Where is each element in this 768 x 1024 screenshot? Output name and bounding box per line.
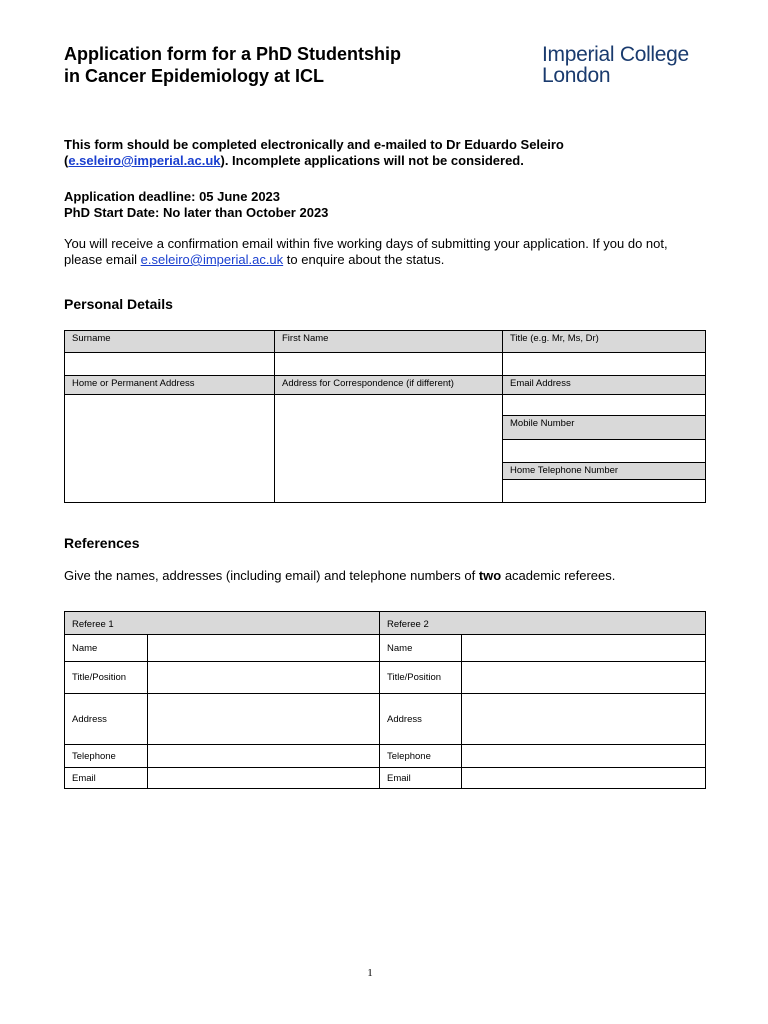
instructions-emphasis: two — [478, 568, 502, 583]
referee-2-telephone-label: Telephone — [380, 745, 462, 768]
referee-2-name-field[interactable] — [462, 635, 706, 662]
instructions-after: academic referees. — [504, 568, 616, 583]
email-field[interactable] — [503, 395, 706, 416]
referee-2-email-field[interactable] — [462, 768, 706, 789]
referee-1-address-field[interactable] — [148, 694, 380, 745]
instructions-warning: ). Incomplete applications will not be considered. — [220, 153, 524, 168]
deadline-block — [64, 189, 328, 221]
referee-2-name-label: Name — [380, 635, 462, 662]
document-title — [64, 43, 401, 87]
correspondence-address-label: Address for Correspondence (if different) — [275, 376, 503, 395]
title-line-2: in Cancer Epidemiology at ICL — [64, 66, 325, 86]
referee-2-title-label: Title/Position — [380, 662, 462, 694]
home-phone-label: Home Telephone Number — [503, 463, 706, 480]
logo-line-2: London — [542, 64, 611, 87]
referee-2-address-label: Address — [380, 694, 462, 745]
referee-1-header: Referee 1 — [65, 612, 380, 635]
personal-details-table — [64, 330, 706, 503]
mobile-field[interactable] — [503, 440, 706, 463]
confirmation-end: to enquire about the status. — [286, 252, 445, 267]
confirmation-paragraph — [64, 236, 689, 268]
paren-open: ( — [64, 153, 69, 168]
title-field[interactable] — [503, 353, 706, 376]
title-label: Title (e.g. Mr, Ms, Dr) — [503, 331, 706, 353]
references-heading: References — [64, 535, 140, 551]
referee-1-name-field[interactable] — [148, 635, 380, 662]
referee-1-title-field[interactable] — [148, 662, 380, 694]
referee-1-address-label: Address — [65, 694, 148, 745]
contact-email-link[interactable]: e.seleiro@imperial.ac.uk — [68, 153, 221, 168]
logo-line-1: Imperial College — [542, 43, 689, 66]
home-address-field[interactable] — [65, 395, 275, 503]
surname-field[interactable] — [65, 353, 275, 376]
referee-2-email-label: Email — [380, 768, 462, 789]
correspondence-address-field[interactable] — [275, 395, 503, 503]
instructions-text: This form should be completed electronically and e-mailed to Dr Eduardo Seleiro — [64, 137, 564, 152]
referee-1-name-label: Name — [65, 635, 148, 662]
home-address-label: Home or Permanent Address — [65, 376, 275, 395]
referee-1-email-field[interactable] — [148, 768, 380, 789]
imperial-college-logo — [542, 44, 702, 86]
mobile-label: Mobile Number — [503, 416, 706, 440]
start-date: PhD Start Date: No later than October 2023 — [64, 205, 329, 220]
submission-instructions — [64, 137, 684, 169]
application-deadline: Application deadline: 05 June 2023 — [64, 189, 281, 204]
page-number: 1 — [367, 967, 373, 979]
title-line-1: Application form for a PhD Studentship — [64, 44, 401, 64]
home-phone-field[interactable] — [503, 480, 706, 503]
referee-2-telephone-field[interactable] — [462, 745, 706, 768]
references-table — [64, 611, 706, 789]
first-name-field[interactable] — [275, 353, 503, 376]
first-name-label: First Name — [275, 331, 503, 353]
surname-label: Surname — [65, 331, 275, 353]
personal-details-heading: Personal Details — [64, 296, 173, 312]
referee-2-header: Referee 2 — [380, 612, 706, 635]
referee-2-address-field[interactable] — [462, 694, 706, 745]
instructions-before: Give the names, addresses (including email) and telephone numbers of — [64, 568, 476, 583]
referee-1-email-label: Email — [65, 768, 148, 789]
email-label: Email Address — [503, 376, 706, 395]
confirmation-text: You will receive a confirmation email within five working days of submitting your application. If you do not, please email — [64, 236, 668, 267]
referee-2-title-field[interactable] — [462, 662, 706, 694]
referee-1-telephone-field[interactable] — [148, 745, 380, 768]
referee-1-telephone-label: Telephone — [65, 745, 148, 768]
referee-1-title-label: Title/Position — [65, 662, 148, 694]
confirmation-email-link[interactable]: e.seleiro@imperial.ac.uk — [140, 252, 284, 267]
references-instructions — [64, 568, 615, 584]
